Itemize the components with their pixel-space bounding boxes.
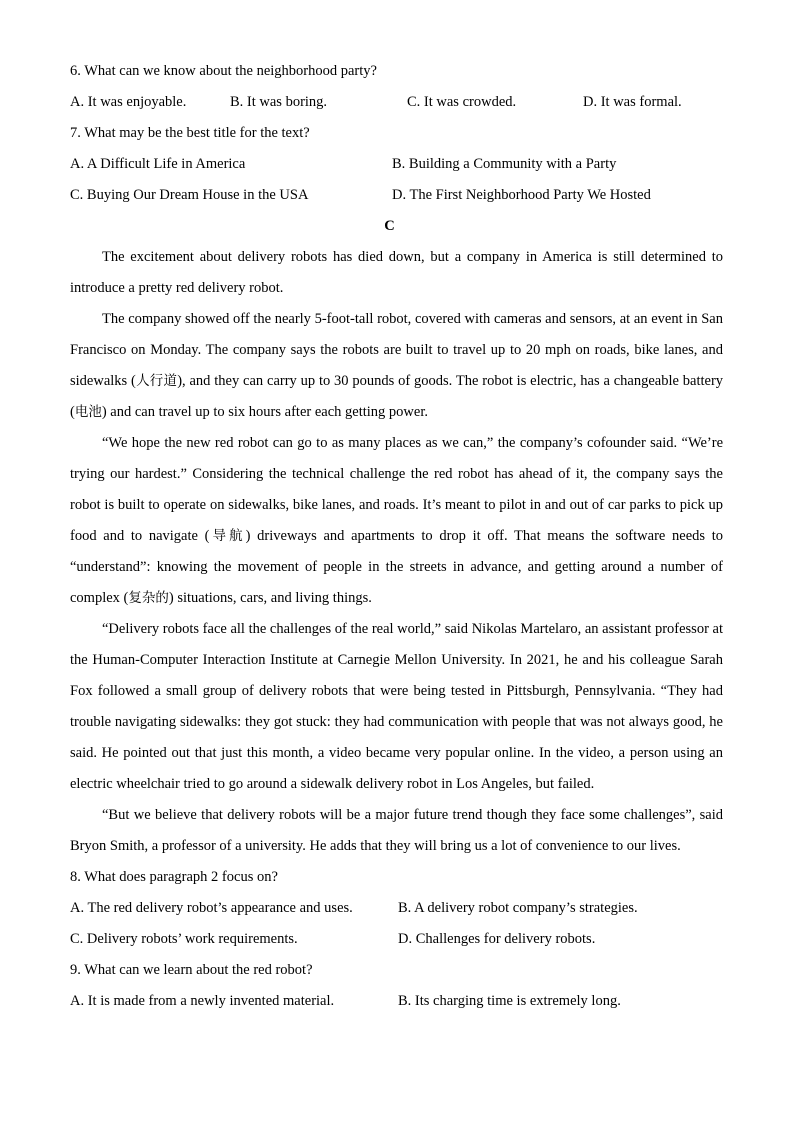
question-7-stem: 7. What may be the best title for the text?	[70, 125, 310, 141]
question-9-options-row-1	[70, 986, 723, 1017]
passage-paragraph-2	[70, 304, 723, 428]
question-6-option-b[interactable]: B. It was boring.	[230, 94, 328, 110]
question-7-option-b[interactable]: B. Building a Community with a Party	[392, 156, 617, 172]
passage-paragraph-3-part-a: “We hope the new red robot can go to as many places as we can,” the company’s cofounder said. “We’re trying our hardest.” Considering the technical challenge the red robot has ahead of it, the company says the robot is built to operate on sidewalks, bike lanes, and roads. It’s meant to pilot in and out of car parks to pick up food and to navigate (	[70, 435, 723, 544]
passage-paragraph-4: “Delivery robots face all the challenges of the real world,” said Nikolas Martelaro, an assistant professor at the Human-Computer Interaction Institute at Carnegie Mellon University. In 2021, he and his colleague Sarah Fox followed a small group of delivery robots that were being tested in Pittsburgh, Pennsylvania. “They had trouble navigating sidewalks: they got stuck: they had communication with people that was not always good, he said. He pointed out that just this month, a video became very popular online. In the video, a person using an electric wheelchair tried to go around a sidewalk delivery robot in Los Angeles, but failed.	[70, 621, 723, 792]
question-8-options-row-1	[70, 893, 723, 924]
question-9-option-a[interactable]: A. It is made from a newly invented material.	[70, 993, 335, 1009]
section-label-c: C	[384, 218, 395, 234]
question-6-stem: 6. What can we know about the neighborhood party?	[70, 63, 377, 79]
question-6-option-d[interactable]: D. It was formal.	[583, 94, 682, 110]
gloss-battery-chinese: 电池	[74, 404, 102, 420]
passage-paragraph-2-part-c: ) and can travel up to six hours after each getting power.	[101, 404, 428, 420]
passage-paragraph-2-part-b: ), and they can carry up to 30 pounds of goods. The robot is electric, has a changeable battery (	[70, 373, 724, 420]
passage-paragraph-5: “But we believe that delivery robots will be a major future trend though they face some challenges”, said Bryon Smith, a professor of a university. He adds that they will bring us a lot of convenience to our lives.	[70, 807, 723, 854]
question-8-options-row-2	[70, 924, 723, 955]
question-8-option-d[interactable]: D. Challenges for delivery robots.	[398, 931, 596, 947]
question-9-stem: 9. What can we learn about the red robot?	[70, 962, 313, 978]
passage-paragraph-3-part-c: ) situations, cars, and living things.	[168, 590, 372, 606]
passage-paragraph-3-part-b: ) driveways and apartments to drop it off. That means the software needs to “understand”: knowing the movement of people in the streets in advance, and getting around a number of complex (	[70, 528, 723, 606]
question-7-options-row-2	[70, 180, 723, 211]
passage-paragraph-2-part-a: The company showed off the nearly 5-foot-tall robot, covered with cameras and sensors, at an event in San Francisco on Monday. The company says the robots are built to travel up to 20 mph on roads, bike lanes, and sidewalks (	[70, 311, 723, 389]
question-8-stem: 8. What does paragraph 2 focus on?	[70, 869, 278, 885]
passage-paragraph-3	[70, 428, 723, 614]
gloss-navigate-chinese: 导航	[209, 528, 246, 544]
question-7-option-c[interactable]: C. Buying Our Dream House in the USA	[70, 187, 309, 203]
question-8-option-a[interactable]: A. The red delivery robot’s appearance and uses.	[70, 900, 353, 916]
question-8-option-b[interactable]: B. A delivery robot company’s strategies.	[398, 900, 638, 916]
question-7-option-a[interactable]: A. A Difficult Life in America	[70, 156, 246, 172]
passage-paragraph-1: The excitement about delivery robots has died down, but a company in America is still determined to introduce a pretty red delivery robot.	[70, 249, 723, 296]
question-6-option-a[interactable]: A. It was enjoyable.	[70, 94, 187, 110]
question-9-option-b[interactable]: B. Its charging time is extremely long.	[398, 993, 621, 1009]
question-8-option-c[interactable]: C. Delivery robots’ work requirements.	[70, 931, 298, 947]
question-6-options	[70, 87, 723, 118]
question-6-option-c[interactable]: C. It was crowded.	[407, 94, 517, 110]
gloss-complex-chinese: 复杂的	[128, 590, 169, 606]
gloss-sidewalk-chinese: 人行道	[135, 373, 178, 389]
question-7-options-row-1	[70, 149, 723, 180]
question-7-option-d[interactable]: D. The First Neighborhood Party We Hosted	[392, 187, 651, 203]
